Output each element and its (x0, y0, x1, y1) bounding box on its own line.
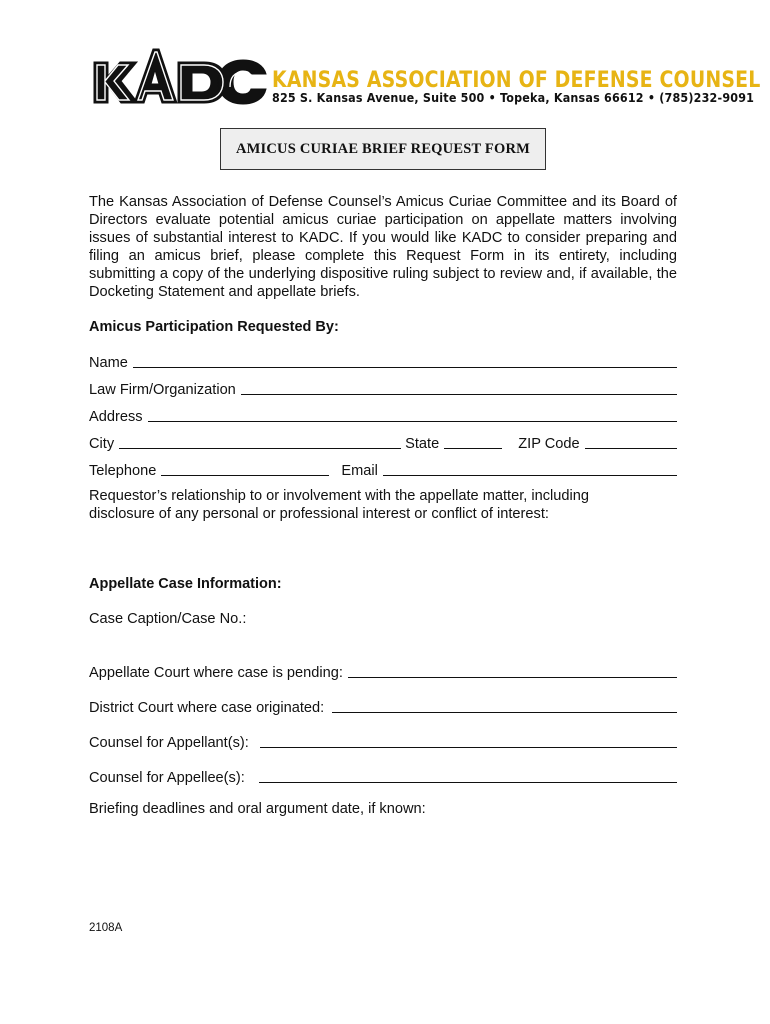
kadc-logo (92, 48, 268, 106)
organization-address: 825 S. Kansas Avenue, Suite 500 • Topeka, Kansas 66612 • (785)232-9091 (272, 91, 755, 105)
telephone-label: Telephone (89, 463, 157, 479)
intro-paragraph: The Kansas Association of Defense Counsel’s Amicus Curiae Committee and its Board of Directors evaluate potential amicus curiae participation on appellate matters involving issues of substantial interest to KADC. If you would like KADC to consider preparing and filing an amicus brief, please complete this Request Form in its entirety, including submitting a copy of the underlying dispositive ruling subject to review and, if available, the Docketing Statement and appellate briefs. (89, 194, 677, 300)
firm-label: Law Firm/Organization (89, 382, 236, 398)
zip-label: ZIP Code (518, 436, 580, 452)
telephone-field[interactable] (161, 474, 329, 476)
appellate-court-label: Appellate Court where case is pending: (89, 665, 343, 681)
form-code: 2108A (89, 922, 123, 934)
name-row (89, 353, 677, 371)
form-title-box (220, 128, 546, 170)
firm-row (89, 380, 677, 398)
organization-name: KANSAS ASSOCIATION OF DEFENSE COUNSEL (272, 68, 761, 93)
relationship-label: Requestor’s relationship to or involvement with the appellate matter, including disclosure of any personal or professional interest or conflict of interest: (89, 488, 589, 522)
email-field[interactable] (383, 474, 677, 476)
address-label: Address (89, 409, 143, 425)
city-field[interactable] (119, 447, 401, 449)
state-field[interactable] (444, 447, 502, 449)
appellant-counsel-row (89, 733, 677, 751)
appellee-counsel-field[interactable] (259, 781, 677, 783)
district-court-label: District Court where case originated: (89, 700, 325, 716)
appellant-counsel-field[interactable] (260, 746, 677, 748)
telephone-email-row (89, 461, 677, 479)
address-field[interactable] (148, 420, 677, 422)
form-title: AMICUS CURIAE BRIEF REQUEST FORM (235, 140, 530, 157)
firm-field[interactable] (241, 393, 677, 395)
appellee-counsel-row (89, 768, 677, 786)
requester-section-heading: Amicus Participation Requested By: (89, 319, 339, 335)
appellee-counsel-label: Counsel for Appellee(s): (89, 770, 245, 786)
email-label: Email (341, 463, 378, 479)
state-label: State (405, 436, 440, 452)
district-court-row (89, 698, 677, 716)
case-caption-label: Case Caption/Case No.: (89, 611, 247, 627)
appellant-counsel-label: Counsel for Appellant(s): (89, 735, 249, 751)
address-row (89, 407, 677, 425)
city-label: City (89, 436, 115, 452)
case-section-heading: Appellate Case Information: (89, 576, 282, 592)
city-state-zip-row (89, 434, 677, 452)
appellate-court-row (89, 663, 677, 681)
name-label: Name (89, 355, 128, 371)
name-field[interactable] (133, 366, 677, 368)
district-court-field[interactable] (332, 711, 677, 713)
appellate-court-field[interactable] (348, 676, 677, 678)
zip-field[interactable] (585, 447, 677, 449)
deadlines-label: Briefing deadlines and oral argument date, if known: (89, 801, 426, 817)
